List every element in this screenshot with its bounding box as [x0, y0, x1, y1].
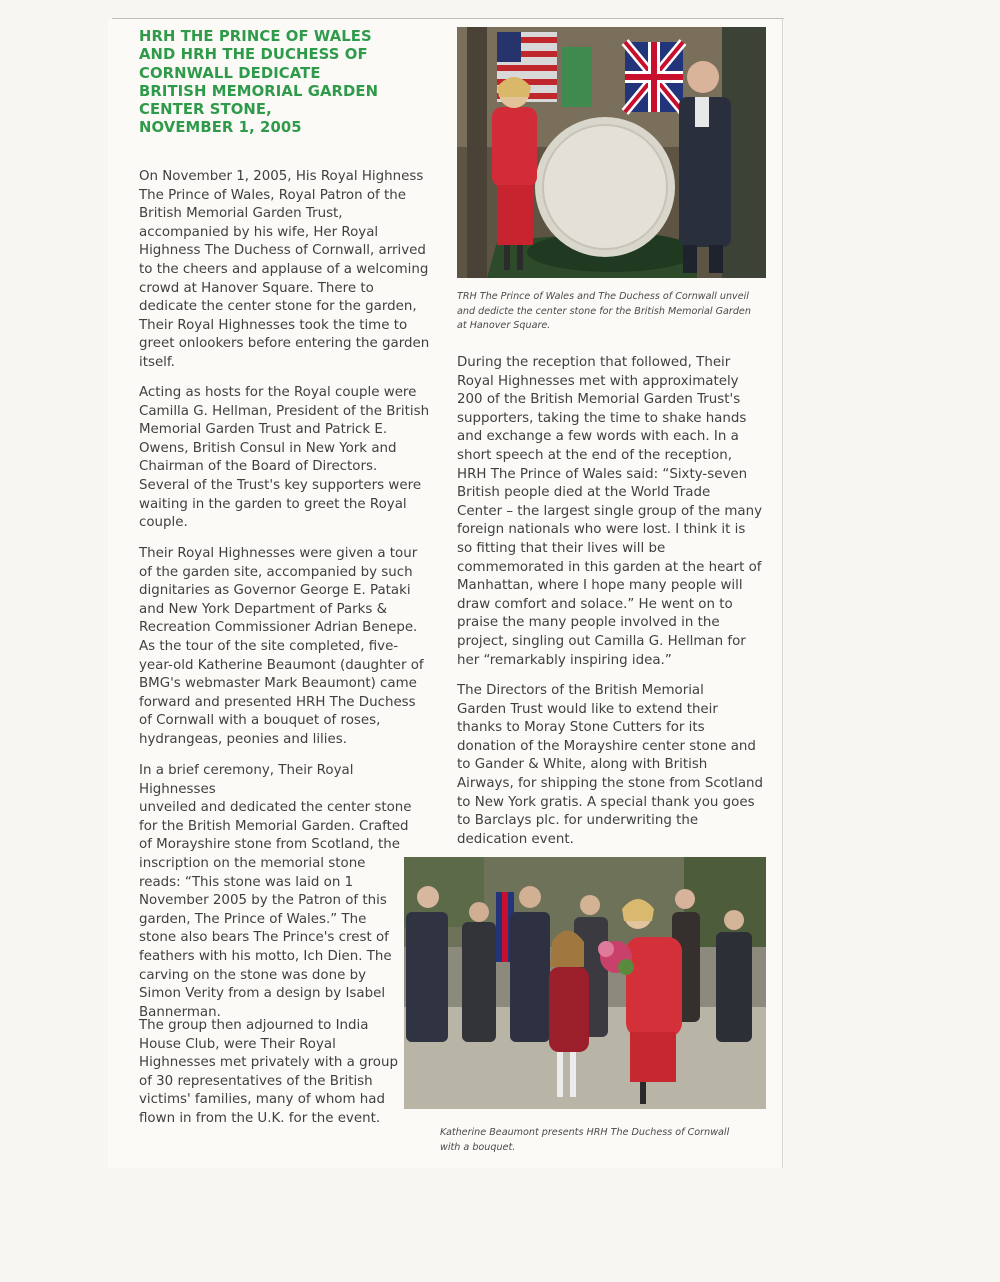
top-rule [112, 18, 784, 19]
left-paragraph-2: Acting as hosts for the Royal couple were Camilla G. Hellman, President of the British Memorial Garden Trust and Patrick E. Owens, British Consul in New York and Chairman of the Board of Directors. Several of the Trust's key supporters were waiting in the garden to greet the Royal couple. [139, 385, 430, 531]
left-paragraph-3: Their Royal Highnesses were given a tour of the garden site, accompanied by such dignitaries as Governor George E. Pataki and New York Department of Parks & Recreation Commissioner Adrian Benepe. As the tour of the site completed, five- year-old Katherine Beaumont (daughter of BMG's webmaster Mark Beaumont) came forward and presented HRH The Duchess of Cornwall with a bouquet of roses, hydrangeas, peonies and lilies. [139, 546, 424, 747]
photo-bouquet-image [404, 857, 766, 1109]
photo-unveiling [457, 27, 766, 278]
left-paragraph-5: The group then adjourned to India House Club, were Their Royal Highnesses met privately with a group of 30 representatives of the British victims' families, many of whom had flown in from the U.K. for the event. [139, 1018, 398, 1126]
caption-bottom-photo: Katherine Beaumont presents HRH The Duchess of Cornwall with a bouquet. [440, 1127, 730, 1153]
left-paragraph-4: In a brief ceremony, Their Royal Highnesses unveiled and dedicated the center stone for the British Memorial Garden. Crafted of Morayshire stone from Scotland, the inscription on the memorial stone reads: “This stone was laid on 1 November 2005 by the Patron of this garden, The Prince of Wales.” The stone also bears The Prince's crest of feathers with his motto, Ich Dien. The carving on the stone was done by Simon Verity from a design by Isabel Bannerman. [139, 763, 412, 1020]
right-paragraph-2: The Directors of the British Memorial Garden Trust would like to extend their thanks to Moray Stone Cutters for its donation of the Morayshire center stone and to Gander & White, along with British Airways, for shipping the stone from Scotland to New York gratis. A special thank you goes to Barclays plc. for underwriting the dedication event. [457, 683, 764, 847]
photo-bouquet [404, 857, 766, 1109]
article-headline: HRH THE PRINCE OF WALES AND HRH THE DUCHESS OF CORNWALL DEDICATE BRITISH MEMORIAL GARDEN CENTER STONE, NOVEMBER 1, 2005 [139, 28, 379, 137]
photo-unveiling-image [457, 27, 766, 278]
right-paragraph-1: During the reception that followed, Their Royal Highnesses met with approximately 200 of the British Memorial Garden Trust's supporters, taking the time to shake hands and exchange a few words with each. In a short speech at the end of the reception, HRH The Prince of Wales said: “Sixty-seven British people died at the World Trade Center – the largest single group of the many foreign nationals who were lost. I think it is so fitting that their lives will be commemorated in this garden at the heart of Manhattan, where I hope many people will draw comfort and solace.” He went on to praise the many people involved in the project, singling out Camilla G. Hellman for her “remarkably inspiring idea.” [457, 355, 763, 668]
left-paragraph-1: On November 1, 2005, His Royal Highness The Prince of Wales, Royal Patron of the British Memorial Garden Trust, accompanied by his wife, Her Royal Highness The Duchess of Cornwall, arrived to the cheers and applause of a welcoming crowd at Hanover Square. There to dedicate the center stone for the garden, Their Royal Highnesses took the time to greet onlookers before entering the garden itself. [139, 169, 430, 370]
caption-top-photo: TRH The Prince of Wales and The Duchess of Cornwall unveil and dedicte the center stone for the British Memorial Garden at Hanover Square. [457, 291, 751, 331]
column-rule [782, 18, 783, 1168]
